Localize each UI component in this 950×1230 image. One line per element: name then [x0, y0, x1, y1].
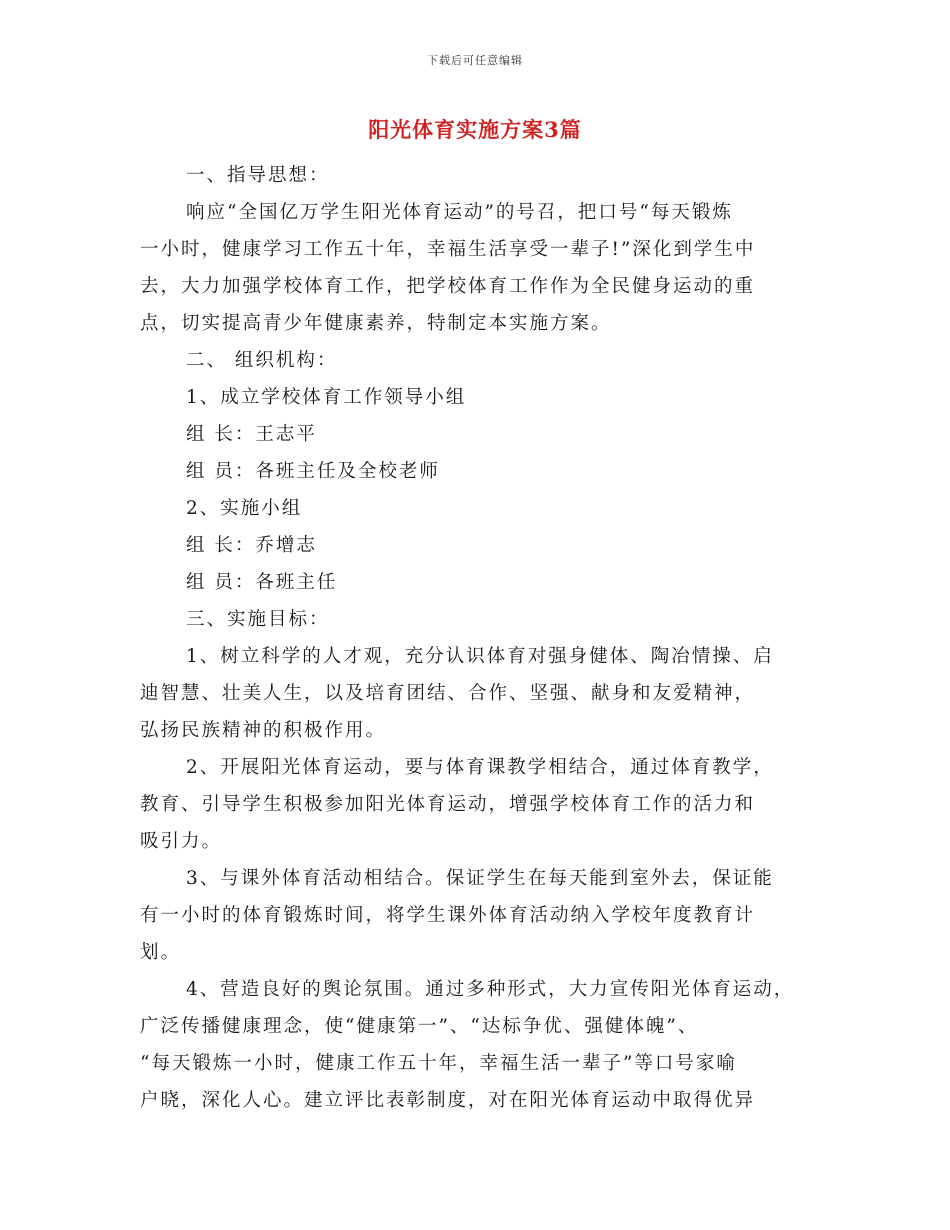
body-line: 组 长：乔增志 — [186, 535, 317, 556]
body-line: 户晓，深化人心。建立评比表彰制度，对在阳光体育运动中取得优异 — [140, 1090, 756, 1111]
body-line: 三、实施目标： — [186, 609, 330, 630]
document-body — [140, 157, 820, 1119]
body-line: 3、与课外体育活动相结合。保证学生在每天能到室外去，保证能 — [186, 868, 774, 889]
body-line: 2、开展阳光体育运动，要与体育课教学相结合，通过体育教学， — [186, 757, 774, 778]
body-line: 弘扬民族精神的积极作用。 — [140, 720, 387, 741]
body-line: 去，大力加强学校体育工作，把学校体育工作作为全民健身运动的重 — [140, 276, 756, 297]
body-line: 2、实施小组 — [186, 498, 303, 519]
body-line: 一小时，健康学习工作五十年，幸福生活享受一辈子!”深化到学生中 — [140, 239, 756, 260]
header-note: 下载后可任意编辑 — [427, 54, 523, 67]
body-line: 教育、引导学生积极参加阳光体育运动，增强学校体育工作的活力和 — [140, 794, 756, 815]
body-line: 4、营造良好的舆论氛围。通过多种形式，大力宣传阳光体育运动， — [186, 979, 795, 1000]
body-line: 划。 — [140, 942, 182, 963]
body-line: 1、成立学校体育工作领导小组 — [186, 387, 467, 408]
body-line: 1、树立科学的人才观，充分认识体育对强身健体、陶冶情操、启 — [186, 646, 774, 667]
body-line: 一、指导思想： — [186, 165, 330, 186]
body-line: 迪智慧、壮美人生，以及培育团结、合作、坚强、献身和友爱精神， — [140, 683, 756, 704]
body-line: 二、 组织机构： — [186, 350, 338, 371]
body-line: 吸引力。 — [140, 831, 223, 852]
body-line: 组 员：各班主任 — [186, 572, 338, 593]
body-line: 广泛传播健康理念，使“健康第一”、“达标争优、强健体魄”、 — [140, 1016, 699, 1037]
document-title: 阳光体育实施方案3篇 — [368, 117, 582, 142]
body-line: 有一小时的体育锻炼时间，将学生课外体育活动纳入学校年度教育计 — [140, 905, 756, 926]
body-line: 组 员：各班主任及全校老师 — [186, 461, 440, 482]
body-line: 点，切实提高青少年健康素养，特制定本实施方案。 — [140, 313, 612, 334]
body-line: “每天锻炼一小时，健康工作五十年，幸福生活一辈子”等口号家喻 — [140, 1053, 737, 1074]
body-line: 响应“全国亿万学生阳光体育运动”的号召，把口号“每天锻炼 — [186, 202, 733, 223]
body-line: 组 长：王志平 — [186, 424, 317, 445]
